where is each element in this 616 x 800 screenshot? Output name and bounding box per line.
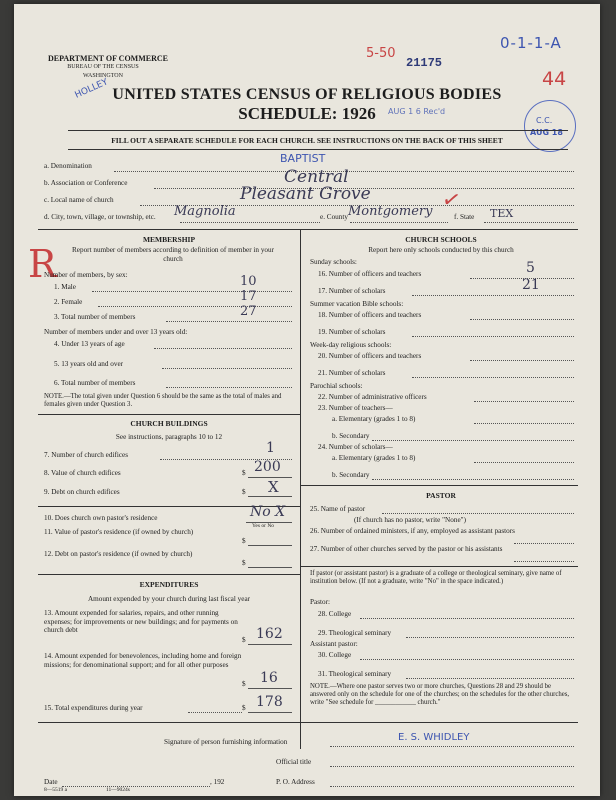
q21-label: 21. Number of scholars (318, 369, 386, 377)
city-name: WASHINGTON (83, 73, 123, 79)
q27-line (514, 561, 574, 562)
male-line (92, 291, 292, 292)
q28-label: 28. College (318, 610, 352, 618)
over13-line (162, 368, 292, 369)
over13-label: 5. 13 years old and over (54, 360, 124, 368)
q24a-label: a. Elementary (grades 1 to 8) (332, 454, 416, 462)
schools-heading: CHURCH SCHOOLS (405, 235, 477, 244)
buildings-divider (38, 574, 300, 575)
schedule-title: SCHEDULE: 1926 (238, 104, 376, 123)
q19-label: 19. Number of scholars (318, 328, 386, 336)
checkmark: ✓ (439, 186, 463, 215)
bureau-name: BUREAU OF THE CENSUS (67, 64, 139, 70)
print-number: 11—9024s (106, 787, 130, 793)
total6-label: 6. Total number of members (54, 379, 136, 387)
buildings-subheading: See instructions, paragraphs 10 to 12 (115, 433, 223, 441)
female-line (98, 306, 292, 307)
q25-hint: (If church has no pastor, write "None") (354, 516, 466, 524)
cc-stamp-date: AUG 18 (530, 128, 563, 137)
association-label: b. Association or Conference (44, 179, 128, 187)
debt-line (248, 496, 292, 497)
residence-value: No X (250, 504, 286, 520)
debt-value: X (268, 478, 279, 496)
q15-dollar: $ (242, 704, 246, 712)
pastor-label: Pastor: (310, 598, 330, 606)
buildings-heading: CHURCH BUILDINGS (130, 419, 208, 428)
denomination-label: a. Denomination (44, 162, 92, 170)
summer-label: Summer vacation Bible schools: (310, 300, 404, 308)
q17-label: 17. Number of scholars (318, 287, 386, 295)
census-schedule-sheet (14, 4, 600, 796)
q29-line (406, 637, 574, 638)
q27-label: 27. Number of other churches served by the pastor or his assistants (310, 545, 503, 553)
serial-number: 21175 (406, 56, 443, 70)
state-line (484, 222, 574, 223)
q21-line (412, 377, 574, 378)
q23b-label: b. Secondary (332, 432, 370, 440)
code-annotation: 0-1-1-A (500, 34, 562, 52)
signature-value: E. S. WHIDLEY (398, 732, 470, 743)
res-value-line (248, 545, 292, 546)
assistant-label: Assistant pastor: (310, 640, 358, 648)
q23b-line (372, 440, 574, 441)
county-line (350, 222, 448, 223)
q13-value: 162 (256, 626, 283, 642)
value-label: 8. Value of church edifices (44, 469, 121, 477)
q20-label: 20. Number of officers and teachers (318, 352, 422, 360)
q26-line (514, 543, 574, 544)
q15-line (248, 712, 292, 713)
pastor-heading: PASTOR (426, 491, 456, 500)
male-label: 1. Male (54, 283, 76, 291)
q29-label: 29. Theological seminary (318, 629, 392, 637)
q30-label: 30. College (318, 651, 352, 659)
pastor-note: NOTE.—Where one pastor serves two or more churches, Questions 28 and 29 should be answered only on the schedule for one of the churches; on the schedules for the other churches, write "See schedule for ____________ church." (310, 683, 570, 706)
parochial-label: Parochial schools: (310, 382, 363, 390)
q15-value: 178 (256, 694, 283, 710)
pastor-divider (300, 566, 578, 567)
value-dollar: $ (242, 469, 246, 477)
local-name-label: c. Local name of church (44, 196, 114, 204)
membership-heading: MEMBERSHIP (142, 235, 196, 244)
q14-dollar: $ (242, 680, 246, 688)
column-divider (300, 229, 301, 749)
year-suffix: , 192 (210, 778, 225, 786)
expenditures-heading: EXPENDITURES (139, 580, 199, 589)
po-address-line (330, 786, 574, 787)
graduate-note: If pastor (or assistant pastor) is a graduate of a college or theological seminary, give name of institution below. (If not a graduate, write "No" in the space indicated.) (310, 570, 562, 585)
q14-line (248, 688, 292, 689)
form-number: 8—5519 a (44, 787, 68, 793)
date-line (62, 786, 210, 787)
department-block (48, 54, 169, 81)
local-name-value: Pleasant Grove (240, 184, 371, 204)
section-divider (38, 229, 578, 230)
res-debt-label: 12. Debt on pastor's residence (if owned by church) (44, 550, 193, 558)
q31-line (406, 678, 574, 679)
ratio-annotation: 5-50 (366, 46, 396, 61)
q25-label: 25. Name of pastor (310, 505, 366, 513)
q24b-label: b. Secondary (332, 471, 370, 479)
res-value-dollar: $ (242, 537, 246, 545)
city-line (180, 222, 320, 223)
cc-stamp-label: C.C. (536, 116, 553, 125)
q17-line (412, 295, 574, 296)
membership-note: NOTE.—The total given under Question 6 should be the same as the total of males and females given under Question 3. (44, 393, 282, 408)
res-debt-dollar: $ (242, 559, 246, 567)
q22-line (474, 401, 574, 402)
age-label: Number of members under and over 13 years old: (44, 328, 188, 336)
q23a-line (474, 423, 574, 424)
county-value: Montgomery (348, 204, 433, 219)
received-stamp: AUG 1 6 Rec'd (388, 107, 446, 116)
q31-label: 31. Theological seminary (318, 670, 392, 678)
under13-line (154, 348, 292, 349)
q16-value: 5 (526, 260, 535, 276)
q23-label: 23. Number of teachers— (318, 404, 393, 412)
instructions-divider (68, 149, 568, 150)
city-label: d. City, town, village, or township, etc. (44, 213, 156, 221)
q28-line (360, 618, 574, 619)
q25-line (382, 513, 574, 514)
q23a-label: a. Elementary (grades 1 to 8) (332, 415, 416, 423)
schools-divider (300, 485, 578, 486)
official-title-line (330, 766, 574, 767)
signature-line (330, 746, 574, 747)
q16-label: 16. Number of officers and teachers (318, 270, 422, 278)
schools-subheading: Report here only schools conducted by this church (368, 246, 514, 254)
weekday-label: Week-day religious schools: (310, 341, 392, 349)
q24b-line (372, 479, 574, 480)
q18-line (470, 319, 574, 320)
residence-label: 10. Does church own pastor's residence (44, 514, 158, 522)
signature-label: Signature of person furnishing information (164, 738, 288, 746)
q15-label: 15. Total expenditures during year (44, 704, 143, 712)
yes-no-hint: Yes or No (252, 523, 275, 529)
total-value: 27 (240, 304, 257, 319)
state-value: TEX (490, 207, 514, 220)
association-value: Central (284, 167, 349, 187)
q24a-line (474, 462, 574, 463)
membership-subheading: Report number of members according to definition of member in your church (72, 246, 274, 263)
q26-label: 26. Number of ordained ministers, if any, employed as assistant pastors (310, 527, 515, 535)
city-value: Magnolia (174, 204, 236, 219)
edifices-value: 1 (266, 440, 275, 456)
q24-label: 24. Number of scholars— (318, 443, 393, 451)
expenditures-subheading: Amount expended by your church during last fiscal year (87, 595, 251, 603)
total-line (166, 321, 292, 322)
res-value-label: 11. Value of pastor's residence (if owned by church) (44, 528, 194, 536)
total-label: 3. Total number of members (54, 313, 136, 321)
number-annotation: 44 (542, 68, 567, 90)
q14-value: 16 (260, 670, 278, 686)
state-label: f. State (454, 213, 475, 221)
value-value: 200 (254, 459, 281, 475)
q13-dollar: $ (242, 636, 246, 644)
po-address-label: P. O. Address (276, 778, 315, 786)
department-name: DEPARTMENT OF COMMERCE (48, 54, 169, 63)
form-title: UNITED STATES CENSUS OF RELIGIOUS BODIES (112, 86, 502, 103)
q15-lead (188, 712, 242, 713)
q17-value: 21 (522, 277, 540, 293)
res-debt-line (248, 567, 292, 568)
county-label: e. County (320, 213, 348, 221)
by-sex-label: Number of members, by sex: (44, 271, 128, 279)
under13-label: 4. Under 13 years of age (54, 340, 125, 348)
male-value: 10 (240, 274, 257, 289)
holley-stamp: HOLLEY (73, 77, 110, 101)
q14-label: 14. Amount expended for benevolences, including home and foreign missions; for denominational support; and for all other purposes (44, 652, 242, 669)
female-value: 17 (240, 289, 257, 304)
edifices-label: 7. Number of church edifices (44, 451, 129, 459)
q22-label: 22. Number of administrative officers (318, 393, 427, 401)
top-divider (68, 130, 568, 131)
q20-line (470, 360, 574, 361)
instructions-line: FILL OUT A SEPARATE SCHEDULE FOR EACH CHURCH. SEE INSTRUCTIONS ON THE BACK OF THIS SHEET (111, 136, 503, 145)
date-label: Date (44, 778, 58, 786)
debt-label: 9. Debt on church edifices (44, 488, 120, 496)
official-title-label: Official title (276, 758, 312, 766)
q30-line (360, 659, 574, 660)
membership-divider (38, 414, 300, 415)
r-mark: R (28, 242, 57, 286)
sunday-label: Sunday schools: (310, 258, 357, 266)
denomination-value: BAPTIST (280, 152, 326, 165)
debt-dollar: $ (242, 488, 246, 496)
female-label: 2. Female (54, 298, 83, 306)
total6-line (166, 387, 292, 388)
bottom-divider (38, 722, 578, 723)
q18-label: 18. Number of officers and teachers (318, 311, 422, 319)
q13-line (248, 644, 292, 645)
q19-line (412, 336, 574, 337)
q13-label: 13. Amount expended for salaries, repairs, and other running expenses; for improvements or new buildings; and for payments on church debt (44, 609, 238, 634)
